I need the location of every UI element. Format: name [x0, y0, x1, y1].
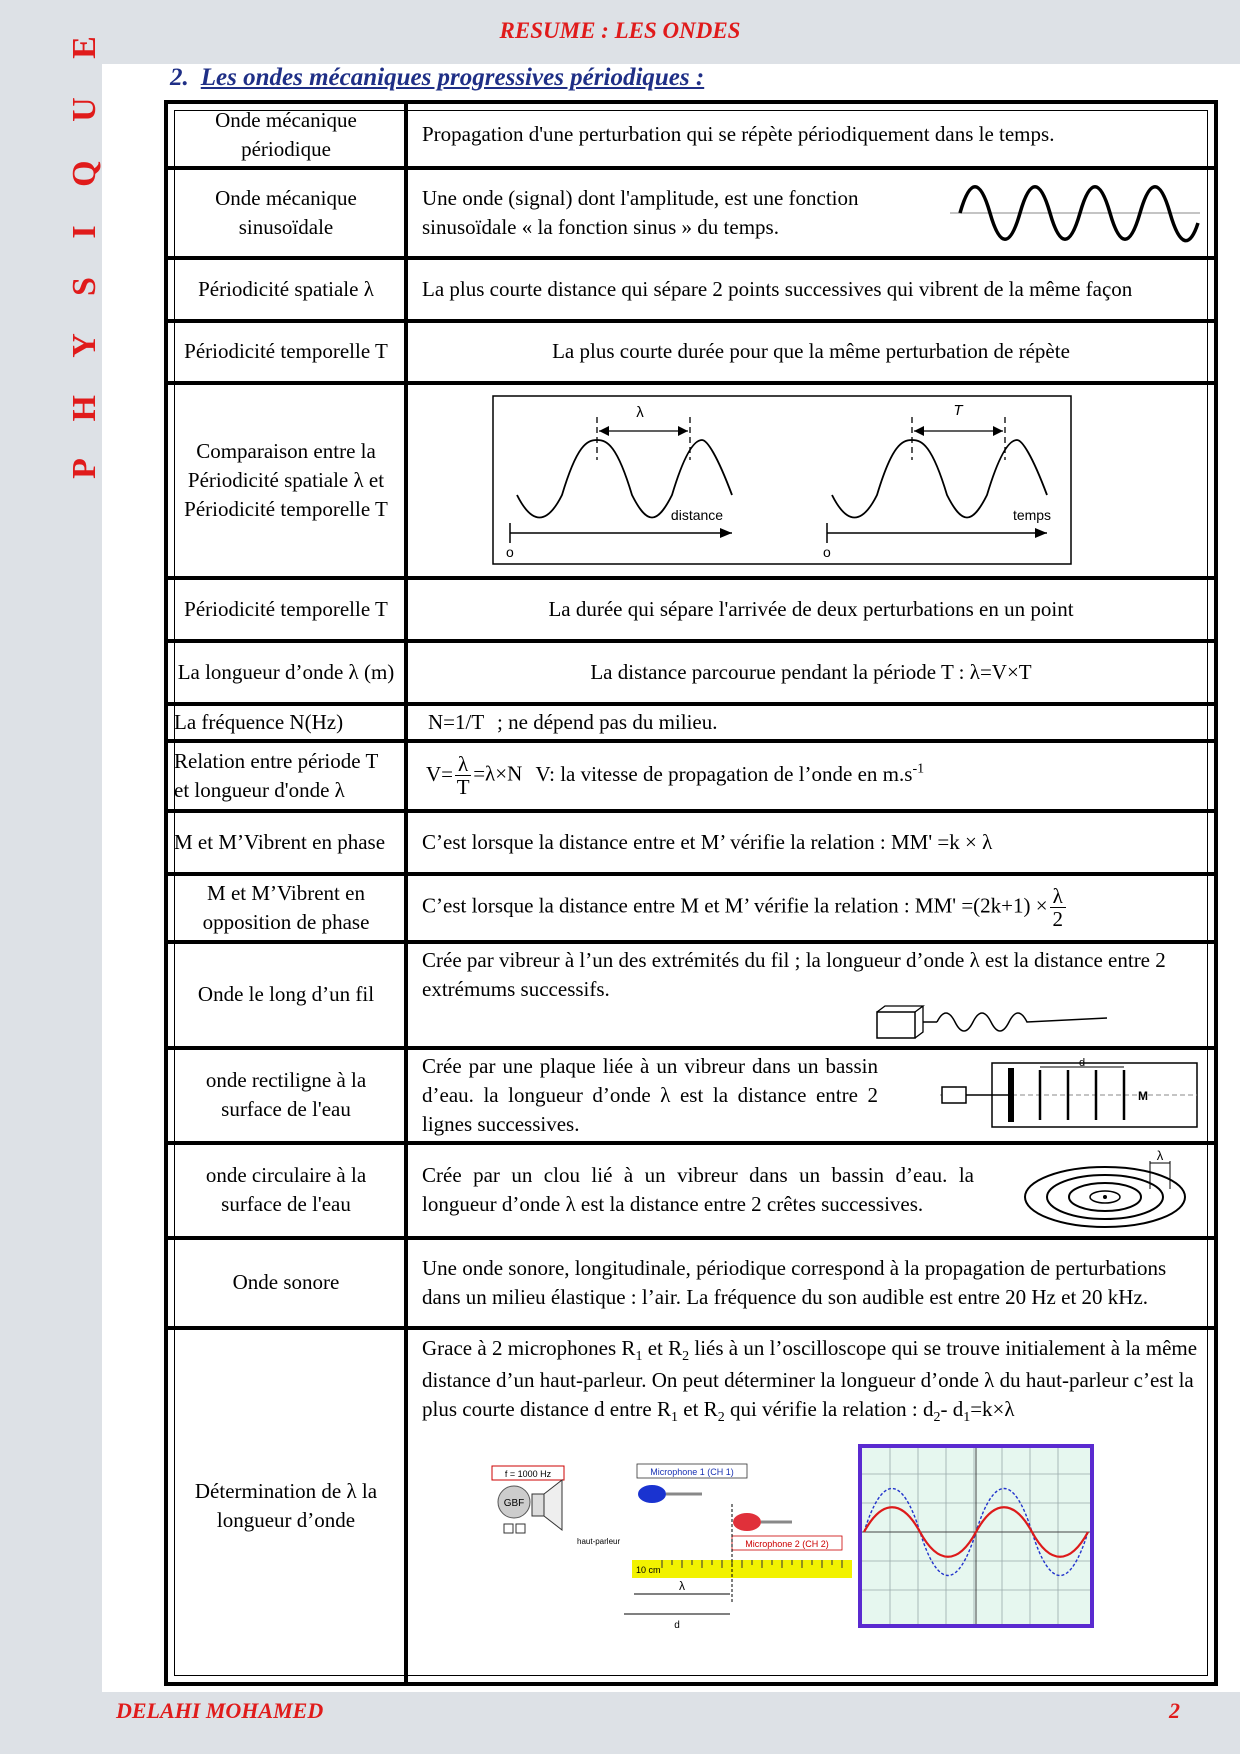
side-label: [62, 21, 108, 479]
header-title: RESUME : LES ONDES: [499, 18, 741, 43]
row-label: La fréquence N(Hz): [168, 706, 408, 743]
fig-right-origin: o: [823, 544, 831, 561]
lambda-vs-period-figure: [492, 395, 1072, 565]
fig-right-axis-label: temps: [1012, 507, 1052, 524]
table-row: [168, 1330, 1214, 1682]
section-heading: [170, 64, 704, 92]
text-part: =k×λ: [970, 1397, 1015, 1422]
row-text: Une onde (signal) dont l'amplitude, est une fonction sinusoïdale « la fonction sinus » du temps.: [422, 185, 859, 239]
subscript: 2: [682, 1349, 690, 1365]
table-row: [168, 743, 1214, 813]
section-title: Les ondes mécaniques progressives périodiques :: [200, 64, 705, 91]
fraction-numerator: λ: [455, 753, 471, 776]
row-text: La durée qui sépare l'arrivée de deux perturbations en un point: [408, 580, 1214, 643]
fig-lambda: λ: [679, 1578, 685, 1593]
table-row: [168, 643, 1214, 706]
subscript: 2: [933, 1410, 941, 1426]
table-row: [168, 706, 1214, 743]
fraction: [1050, 885, 1066, 930]
microphones-oscilloscope-figure: [462, 1444, 1142, 1634]
table-row: [168, 944, 1214, 1050]
table-row: [168, 876, 1214, 944]
row-label: onde rectiligne à la surface de l'eau: [168, 1050, 408, 1145]
speaker-label: haut-parleur: [577, 1536, 621, 1546]
fig-right-top-label: T: [953, 402, 963, 420]
fig-left-origin: o: [506, 544, 514, 561]
table-row: [168, 1050, 1214, 1145]
table-row: [168, 260, 1214, 323]
side-label-text: P H Y S I Q U E: [66, 21, 103, 479]
row-text: [422, 1334, 1200, 1428]
text-part: et R: [678, 1397, 718, 1422]
table-row: [168, 323, 1214, 385]
row-label: Onde le long d’un fil: [168, 944, 408, 1050]
row-label: Périodicité temporelle T: [168, 323, 408, 385]
string-vibrator-figure: [867, 1004, 1117, 1044]
row-text: Crée par un clou lié à un vibreur dans un bassin d’eau. la longueur d’onde λ est la distance entre 2 crêtes successives.: [422, 1163, 974, 1217]
row-label: Onde mécanique sinusoïdale: [168, 170, 408, 260]
page-number: 2: [1169, 1698, 1180, 1723]
rectilinear-wave-figure: [940, 1058, 1200, 1133]
row-label: M et M’Vibrent en opposition de phase: [168, 876, 408, 944]
row-label: Onde mécanique périodique: [168, 104, 408, 170]
row-label: Détermination de λ la longueur d’onde: [168, 1330, 408, 1682]
fig-lambda-label: λ: [1156, 1149, 1164, 1164]
row-label: Périodicité temporelle T: [168, 580, 408, 643]
table-row: [168, 813, 1214, 876]
table-row: [168, 104, 1214, 170]
footer-author: DELAHI MOHAMED: [116, 1698, 324, 1723]
fig-left-top-label: λ: [636, 404, 644, 422]
table-row: [168, 385, 1214, 580]
row-text: Une onde sonore, longitudinale, périodique correspond à la propagation de perturbations dans un milieu élastique : l’air. La fréquence du son audible est entre 20 Hz et 20 kHz.: [408, 1240, 1214, 1330]
row-text: C’est lorsque la distance entre et M’ vérifie la relation : MM' =k × λ: [408, 813, 1214, 876]
row-label: M et M’Vibrent en phase: [168, 813, 408, 876]
fraction-denominator: T: [456, 775, 470, 800]
row-label: La longueur d’onde λ (m): [168, 643, 408, 706]
mic2-label: Microphone 2 (CH 2): [745, 1538, 829, 1549]
row-text: La distance parcourue pendant la période T : λ=V×T: [408, 643, 1214, 706]
subscript: 1: [635, 1349, 643, 1365]
ruler-label: 10 cm: [636, 1564, 661, 1575]
table-row: [168, 1240, 1214, 1330]
fig-distance-label: d: [1078, 1057, 1086, 1069]
gbf-label: GBF: [503, 1497, 525, 1509]
text-part: et R: [642, 1335, 683, 1360]
mic1-label: Microphone 1 (CH 1): [650, 1466, 734, 1477]
row-label: onde circulaire à la surface de l'eau: [168, 1145, 408, 1240]
table-row: [168, 1145, 1214, 1240]
fig-d: d: [674, 1619, 680, 1631]
fraction-denominator: 2: [1052, 907, 1063, 932]
subscript: 2: [717, 1410, 725, 1426]
fraction-numerator: λ: [1050, 885, 1066, 908]
row-text: V: la vitesse de propagation de l’onde en m.s: [535, 761, 913, 786]
row-text: Crée par vibreur à l’un des extrémités du fil ; la longueur d’onde λ est la distance entre 2 extrémums successifs.: [422, 947, 1166, 1001]
subscript: 1: [963, 1410, 971, 1426]
unit-exponent: -1: [912, 761, 925, 777]
row-label: Relation entre période T et longueur d'onde λ: [168, 743, 408, 813]
row-label: Comparaison entre la Périodicité spatiale λ et Périodicité temporelle T: [168, 385, 408, 580]
speed-formula-rest: =λ×N: [473, 761, 523, 786]
row-text: Crée par une plaque liée à un vibreur dans un bassin d’eau. la longueur d’onde λ est la distance entre 2 lignes successives.: [422, 1053, 878, 1136]
row-label: Périodicité spatiale λ: [168, 260, 408, 323]
gbf-frequency: f = 1000 Hz: [504, 1468, 552, 1479]
section-number: 2.: [170, 64, 189, 91]
sine-wave-figure: [950, 178, 1200, 248]
subscript: 1: [671, 1410, 679, 1426]
row-text: La plus courte durée pour que la même perturbation de répète: [408, 323, 1214, 385]
fig-point-label: M: [1138, 1088, 1148, 1103]
row-text: ; ne dépend pas du milieu.: [497, 709, 718, 734]
text-part: - d: [940, 1397, 964, 1422]
table-row: [168, 580, 1214, 643]
text-part: qui vérifie la relation : d: [724, 1397, 934, 1422]
frequency-formula: N=1/T: [428, 709, 484, 734]
text-part: liés à un l’oscilloscope qui se trouve initialement à la même distance d’un haut-parleur. On peut déterminer la longueur d’onde λ du haut-parleur c’est la plus courte distance d entre R: [422, 1335, 1198, 1422]
fig-left-axis-label: distance: [670, 507, 724, 524]
summary-table: [164, 100, 1218, 1686]
row-text: Propagation d'une perturbation qui se répète périodiquement dans le temps.: [408, 104, 1214, 170]
row-label: Onde sonore: [168, 1240, 408, 1330]
fraction: [455, 753, 471, 798]
table-row: [168, 170, 1214, 260]
row-text: La plus courte distance qui sépare 2 points successives qui vibrent de la même façon: [408, 260, 1214, 323]
speed-formula-v: V=: [426, 761, 454, 786]
text-part: Grace à 2 microphones R: [422, 1335, 636, 1360]
circular-wave-figure: [1020, 1149, 1200, 1231]
row-text: C’est lorsque la distance entre M et M’ vérifie la relation : MM' =(2k+1) ×: [422, 893, 1048, 918]
